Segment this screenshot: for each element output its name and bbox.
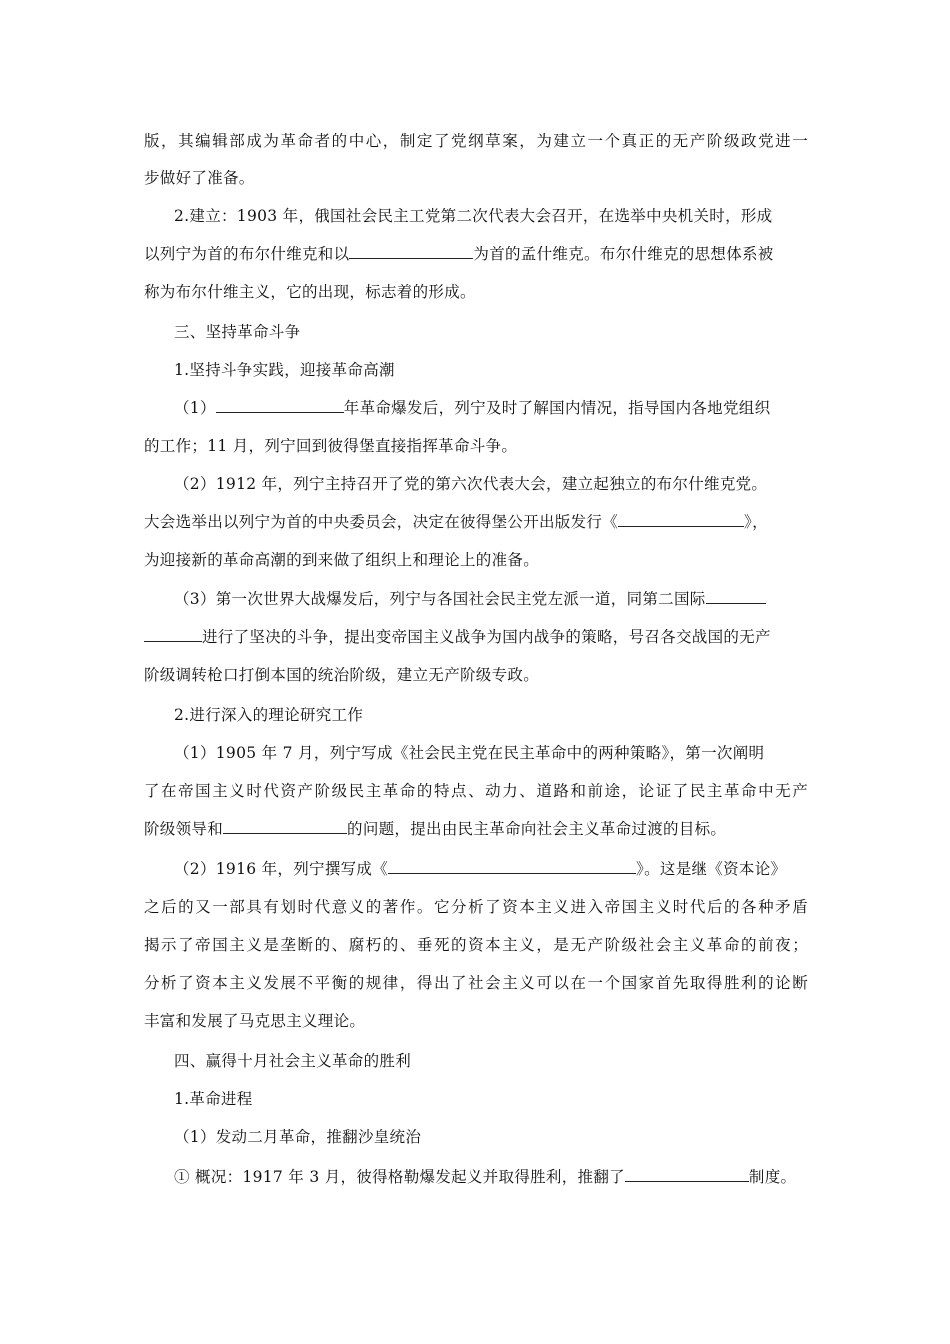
text-line: 2.建立：1903 年，俄国社会民主工党第二次代表大会召开，在选举中央机关时，形成 <box>174 207 773 225</box>
subsection-heading: 1.坚持斗争实践，迎接革命高潮 <box>174 361 395 379</box>
fill-in-blank[interactable] <box>144 626 202 642</box>
text-line: 以列宁为首的布尔什维克和以 为首的孟什维克。布尔什维克的思想体系被 <box>144 245 774 263</box>
fill-in-blank[interactable] <box>625 1166 749 1182</box>
text-line: 进行了坚决的斗争，提出变帝国主义战争为国内战争的策略，号召各交战国的无产 <box>144 626 808 648</box>
text-line: （2）1912 年，列宁主持召开了党的第六次代表大会，建立起独立的布尔什维克党。 <box>174 475 768 493</box>
text-line: 分析了资本主义发展不平衡的规律，得出了社会主义可以在一个国家首先取得胜利的论断 <box>144 974 808 992</box>
text-line: 步做好了准备。 <box>144 169 255 187</box>
text-line: 揭示了帝国主义是垄断的、腐朽的、垂死的资本主义，是无产阶级社会主义革命的前夜； <box>144 936 808 954</box>
text-line: 阶级领导和 的问题，提出由民主革命向社会主义革命过渡的目标。 <box>144 820 727 838</box>
text-line: （1） 年革命爆发后，列宁及时了解国内情况，指导国内各地党组织 <box>174 399 771 417</box>
text-line: 阶级调转枪口打倒本国的统治阶级，建立无产阶级专政。 <box>144 666 540 684</box>
text-line: 的工作；11 月，列宁回到彼得堡直接指挥革命斗争。 <box>144 437 518 455</box>
section-heading: 三、坚持革命斗争 <box>174 323 301 341</box>
text-line: 丰富和发展了马克思主义理论。 <box>144 1012 366 1030</box>
text-line: 为迎接新的革命高潮的到来做了组织上和理论上的准备。 <box>144 551 540 569</box>
text-line: ① 概况：1917 年 3 月，彼得格勒爆发起义并取得胜利，推翻了 制度。 <box>174 1168 797 1186</box>
fill-in-blank[interactable] <box>216 397 344 413</box>
text-line: 了在帝国主义时代资产阶级民主革命的特点、动力、道路和前途，论证了民主革命中无产 <box>144 782 808 800</box>
text-line: 版，其编辑部成为革命者的中心，制定了党纲草案，为建立一个真正的无产阶级政党进一 <box>144 132 808 150</box>
subsection-heading: 1.革命进程 <box>174 1090 253 1108</box>
fill-in-blank[interactable] <box>618 511 744 527</box>
fill-in-blank[interactable] <box>706 588 766 604</box>
fill-in-blank[interactable] <box>223 818 347 834</box>
text-line: （1）1905 年 7 月，列宁写成《社会民主党在民主革命中的两种策略》，第一次阐明 <box>174 744 765 762</box>
text-line: （2）1916 年，列宁撰写成《 》。这是继《资本论》 <box>174 860 787 878</box>
fill-in-blank[interactable] <box>349 243 473 259</box>
text-line: 称为布尔什维主义，它的出现，标志着的形成。 <box>144 283 476 301</box>
subsection-heading: 2.进行深入的理论研究工作 <box>174 706 364 724</box>
text-line: 之后的又一部具有划时代意义的著作。它分析了资本主义进入帝国主义时代后的各种矛盾 <box>144 898 808 916</box>
fill-in-blank[interactable] <box>388 858 636 874</box>
text-line: 大会选举出以列宁为首的中央委员会，决定在彼得堡公开出版发行《 》， <box>144 513 768 531</box>
section-heading: 四、赢得十月社会主义革命的胜利 <box>174 1052 412 1070</box>
subsection-heading: （1）发动二月革命，推翻沙皇统治 <box>174 1128 422 1146</box>
text-line: （3）第一次世界大战爆发后，列宁与各国社会民主党左派一道，同第二国际 <box>174 588 808 610</box>
